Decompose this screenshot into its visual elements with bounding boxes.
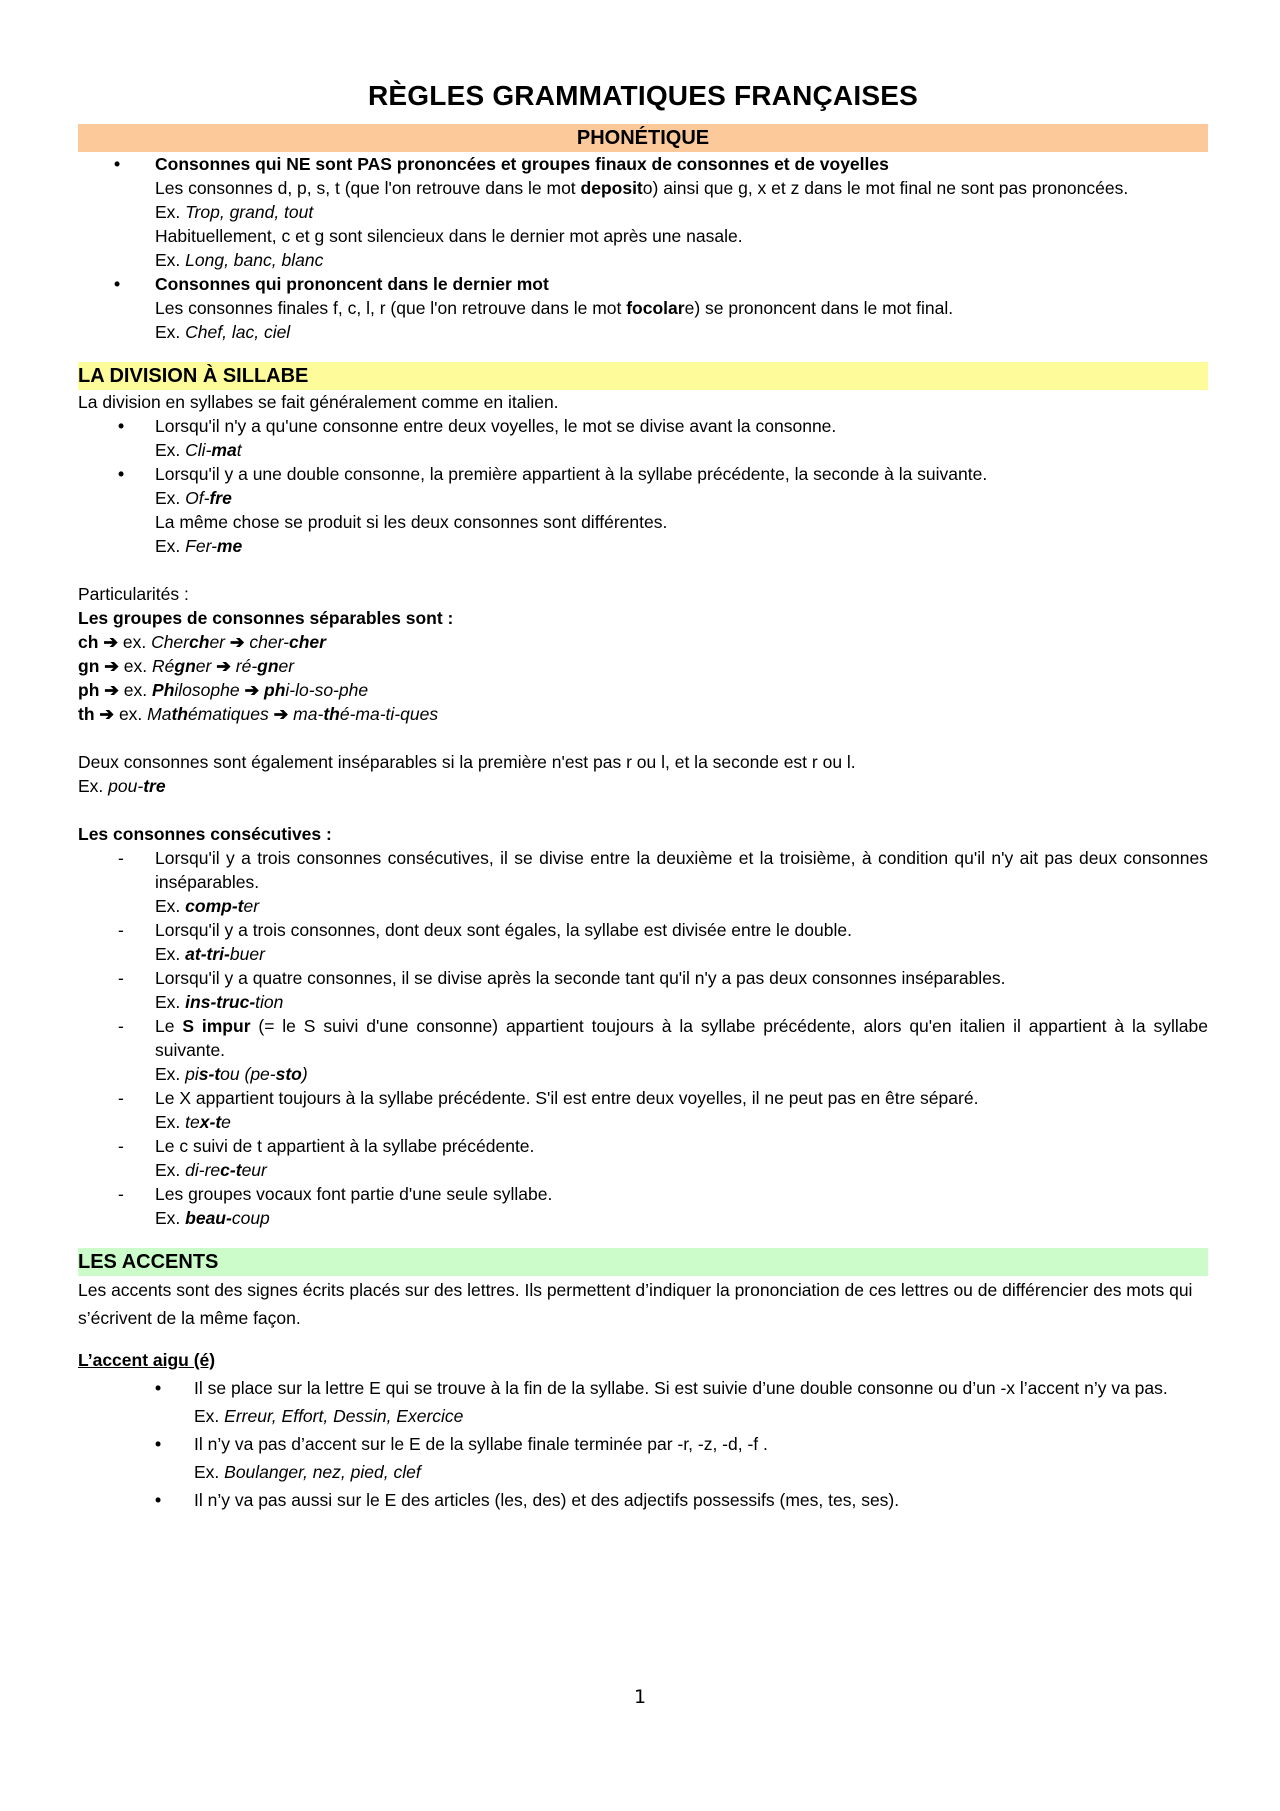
list-item: - Le S impur (= le S suivi d'une consonne) appartient toujours à la syllabe précédente, alors qu'en italien il appartient à la syllabe suivante. Ex. pis-tou (pe-sto) (118, 1016, 1208, 1084)
dash-icon: - (118, 1088, 124, 1108)
arrow-icon: ➔ (103, 632, 118, 652)
section-header-accents: LES ACCENTS (78, 1248, 1208, 1276)
group-row: ch ➔ ex. Chercher ➔ cher-cher (78, 632, 326, 652)
bullet-icon: • (155, 1490, 162, 1510)
list-item: • Il n’y va pas aussi sur le E des articles (les, des) et des adjectifs possessifs (mes, tes, ses). (78, 1486, 1208, 1514)
arrow-icon: ➔ (104, 680, 119, 700)
section-header-division: LA DIVISION À SILLABE (78, 362, 1208, 390)
dash-icon: - (118, 968, 124, 988)
group-row: gn ➔ ex. Régner ➔ ré-gner (78, 656, 295, 676)
list-item: - Lorsqu'il y a quatre consonnes, il se divise après la seconde tant qu'il n'y a pas deux consonnes inséparables. Ex. ins-truc-tion (118, 968, 1006, 1012)
bullet-icon: • (118, 464, 125, 484)
accents-intro: Les accents sont des signes écrits placés sur des lettres. Ils permettent d’indiquer la prononciation de ces lettres ou de différencier des mots qui s’écrivent de la même façon. (78, 1280, 1193, 1328)
bullet-icon: • (114, 274, 121, 294)
list-item: - Le X appartient toujours à la syllabe précédente. S'il est entre deux voyelles, il ne peut pas en être séparé. Ex. tex-te (118, 1088, 979, 1132)
list-item: • Lorsqu'il y a une double consonne, la première appartient à la syllabe précédente, la seconde à la suivante. Ex. Of-fre La même chose se produit si les deux consonnes sont différentes. Ex. Fer-me (118, 464, 988, 556)
list-item: • Il n’y va pas d’accent sur le E de la syllabe finale terminée par -r, -z, -d, -f . Ex. Boulanger, nez, pied, clef (78, 1430, 1208, 1486)
arrow-icon: ➔ (216, 656, 231, 676)
arrow-icon: ➔ (99, 704, 115, 724)
bullet-icon: • (118, 416, 125, 436)
inseparables-text: Deux consonnes sont également inséparables si la première n'est pas r ou l, et la seconde est r ou l. (78, 752, 856, 772)
dash-icon: - (118, 1184, 124, 1204)
list-item: • Lorsqu'il n'y a qu'une consonne entre deux voyelles, le mot se divise avant la consonne. Ex. Cli-mat (118, 416, 837, 460)
list-item: - Lorsqu'il y a trois consonnes consécutives, il se divise entre la deuxième et la troisième, à condition qu'il n'y ait pas deux consonnes inséparables. Ex. comp-ter (118, 848, 1208, 916)
dash-icon: - (118, 1016, 124, 1036)
division-intro: La division en syllabes se fait généralement comme en italien. (78, 392, 559, 412)
list-item: • Il se place sur la lettre E qui se trouve à la fin de la syllabe. Si est suivie d’une double consonne ou d’un -x l’accent n’y va pas. Ex. Erreur, Effort, Dessin, Exercice (78, 1374, 1208, 1430)
dash-icon: - (118, 1136, 124, 1156)
inseparables-example: Ex. pou-tre (78, 776, 166, 796)
list-item: - Lorsqu'il y a trois consonnes, dont deux sont égales, la syllabe est divisée entre le double. Ex. at-tri-buer (118, 920, 852, 964)
group-row: ph ➔ ex. Philosophe ➔ phi-lo-so-phe (78, 680, 369, 700)
consecutives-title: Les consonnes consécutives : (78, 824, 332, 844)
groups-title: Les groupes de consonnes séparables sont : (78, 608, 454, 628)
bullet-icon: • (155, 1378, 162, 1398)
accent-aigu-title: L’accent aigu (é) (78, 1350, 216, 1370)
particularites-label: Particularités : (78, 584, 189, 604)
bullet-icon: • (155, 1434, 162, 1454)
group-row: th ➔ ex. Mathématiques ➔ ma-thé-ma-ti-ques (78, 704, 439, 724)
dash-icon: - (118, 920, 124, 940)
arrow-icon: ➔ (229, 632, 245, 652)
list-item: • Consonnes qui NE sont PAS prononcées et groupes finaux de consonnes et de voyelles Les consonnes d, p, s, t (que l'on retrouve dans le mot deposito) ainsi que g, x et z dans le mot final ne sont pas prononcées. Ex. Trop, grand, tout Habituellement, c et g sont silencieux dans le dernier mot après une nasale. Ex. Long, banc, blanc (114, 154, 1129, 270)
list-item: - Les groupes vocaux font partie d'une seule syllabe. Ex. beau-coup (118, 1184, 553, 1228)
section-header-phonetique: PHONÉTIQUE (78, 124, 1208, 152)
document-content (78, 74, 1208, 1514)
list-item: • Consonnes qui prononcent dans le dernier mot Les consonnes finales f, c, l, r (que l'on retrouve dans le mot focolare) se prononcent dans le mot final. Ex. Chef, lac, ciel (114, 274, 954, 342)
page-title: RÈGLES GRAMMATIQUES FRANÇAISES (368, 80, 918, 111)
arrow-icon: ➔ (104, 656, 119, 676)
list-item: - Le c suivi de t appartient à la syllabe précédente. Ex. di-rec-teur (118, 1136, 535, 1180)
page-number: 1 (633, 1686, 647, 1708)
arrow-icon: ➔ (273, 704, 289, 724)
bullet-icon: • (114, 154, 121, 174)
dash-icon: - (118, 848, 124, 868)
arrow-icon: ➔ (244, 680, 260, 700)
